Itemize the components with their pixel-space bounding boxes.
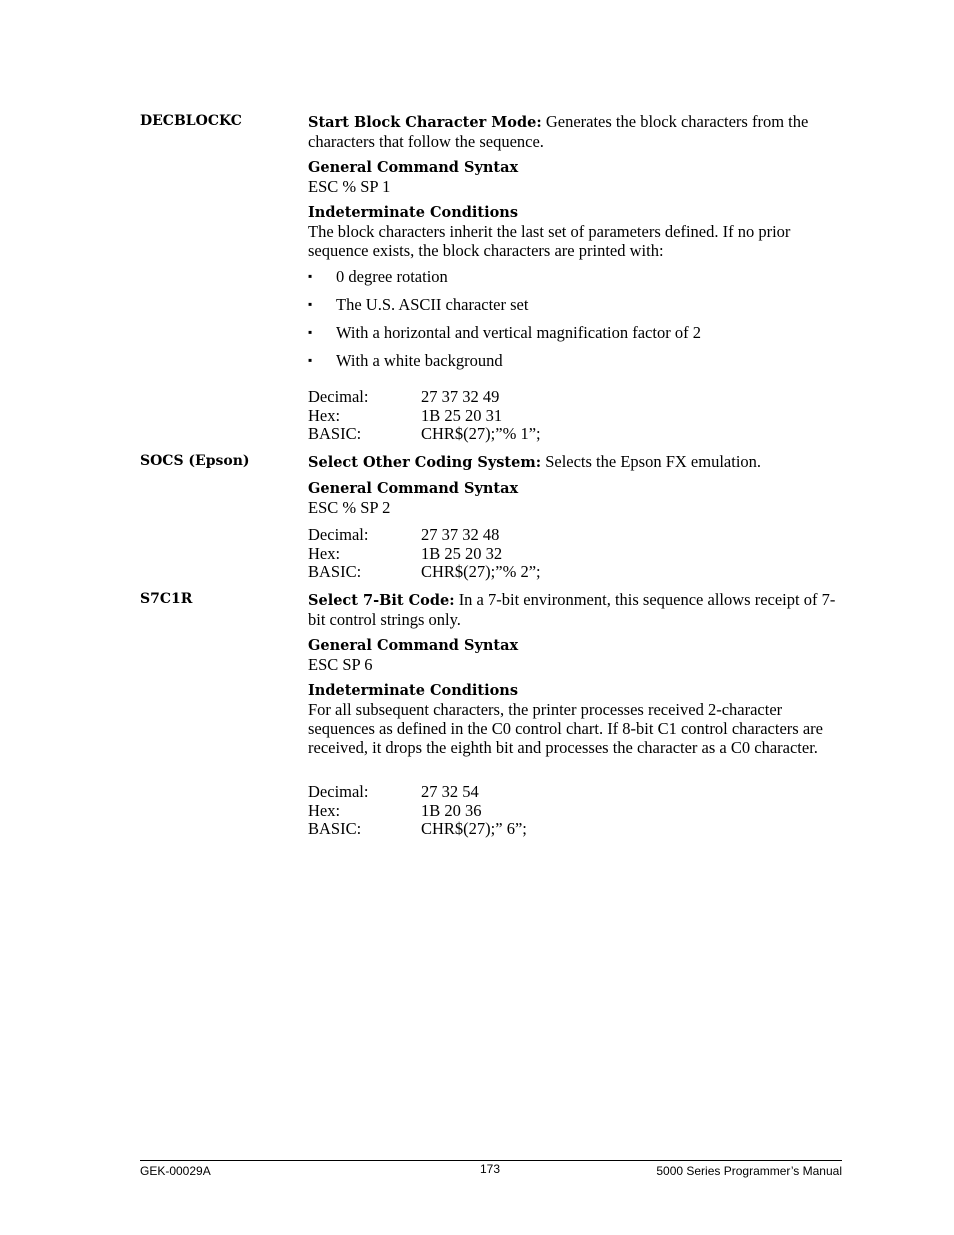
code-label: Hex:: [308, 405, 341, 425]
entry-body-decblockc: [308, 112, 838, 379]
doc-id: GEK-00029A: [140, 1164, 211, 1178]
code-label: BASIC:: [308, 819, 362, 838]
list-item: [308, 267, 838, 286]
list-item: [308, 351, 838, 370]
entry-title: Select Other Coding System:: [308, 454, 542, 471]
entry-name-decblockc: DECBLOCKC: [140, 113, 242, 129]
bullet-icon: ▪: [308, 353, 313, 367]
bullet-icon: ▪: [308, 325, 313, 339]
entry-description: [308, 590, 838, 629]
code-value: CHR$(27);”% 2”;: [421, 562, 541, 581]
entry-title: Select 7-Bit Code:: [308, 592, 455, 609]
code-value: 27 37 32 48: [421, 525, 500, 544]
page-footer: [140, 1160, 842, 1178]
code-value: 1B 25 20 32: [421, 543, 503, 563]
code-label: Decimal:: [308, 387, 369, 406]
code-table-socs: [308, 526, 838, 582]
entry-body-socs: [308, 452, 838, 517]
syntax-value: ESC % SP 1: [308, 177, 391, 196]
code-value: CHR$(27);” 6”;: [421, 819, 527, 838]
code-label: Decimal:: [308, 782, 369, 801]
bullet-text: The U.S. ASCII character set: [336, 295, 529, 314]
entry-description: [308, 112, 838, 151]
page-number: 173: [480, 1162, 501, 1176]
conditions-heading: Indeterminate Conditions: [308, 682, 518, 699]
code-label: Hex:: [308, 543, 341, 563]
code-value: 1B 20 36: [421, 800, 482, 820]
code-value: CHR$(27);”% 1”;: [421, 424, 541, 443]
syntax-heading: General Command Syntax: [308, 637, 519, 654]
entry-body-s7c1r: [308, 590, 838, 757]
bullet-text: 0 degree rotation: [336, 267, 448, 286]
bullet-text: With a white background: [336, 351, 503, 370]
entry-title: Start Block Character Mode:: [308, 114, 542, 131]
bullet-icon: ▪: [308, 269, 313, 283]
entry-description: [308, 452, 838, 472]
bullet-text: With a horizontal and vertical magnification factor of 2: [336, 323, 701, 342]
syntax-value: ESC % SP 2: [308, 498, 391, 517]
list-item: [308, 323, 838, 342]
code-value: 1B 25 20 31: [421, 405, 503, 425]
conditions-text: For all subsequent characters, the printer processes received 2-character sequences as defined in the C0 control chart. If 8-bit C1 control characters are received, it drops the eighth bit and processes the character as a C0 character.: [308, 700, 823, 757]
list-item: [308, 295, 838, 314]
syntax-heading: General Command Syntax: [308, 159, 519, 176]
entry-name-s7c1r: S7C1R: [140, 591, 193, 607]
manual-title: 5000 Series Programmer’s Manual: [656, 1164, 842, 1178]
conditions-heading: Indeterminate Conditions: [308, 204, 518, 221]
code-table-s7c1r: [308, 783, 838, 839]
description-text: Generates the block characters from the characters that follow the sequence.: [308, 112, 809, 151]
conditions-text: The block characters inherit the last set of parameters defined. If no prior sequence exists, the block characters are printed with:: [308, 222, 791, 260]
description-text: Selects the Epson FX emulation.: [541, 452, 762, 471]
code-label: BASIC:: [308, 562, 362, 581]
code-label: Hex:: [308, 800, 341, 820]
entry-name-socs: SOCS (Epson): [140, 453, 250, 469]
bullet-list: [308, 267, 838, 370]
code-label: Decimal:: [308, 525, 369, 544]
syntax-heading: General Command Syntax: [308, 480, 519, 497]
code-value: 27 32 54: [421, 782, 479, 801]
code-value: 27 37 32 49: [421, 387, 500, 406]
description-text: In a 7-bit environment, this sequence allows receipt of 7-bit control strings only.: [308, 590, 836, 629]
syntax-value: ESC SP 6: [308, 655, 373, 674]
code-label: BASIC:: [308, 424, 362, 443]
code-table-decblockc: [308, 388, 838, 444]
bullet-icon: ▪: [308, 297, 313, 311]
